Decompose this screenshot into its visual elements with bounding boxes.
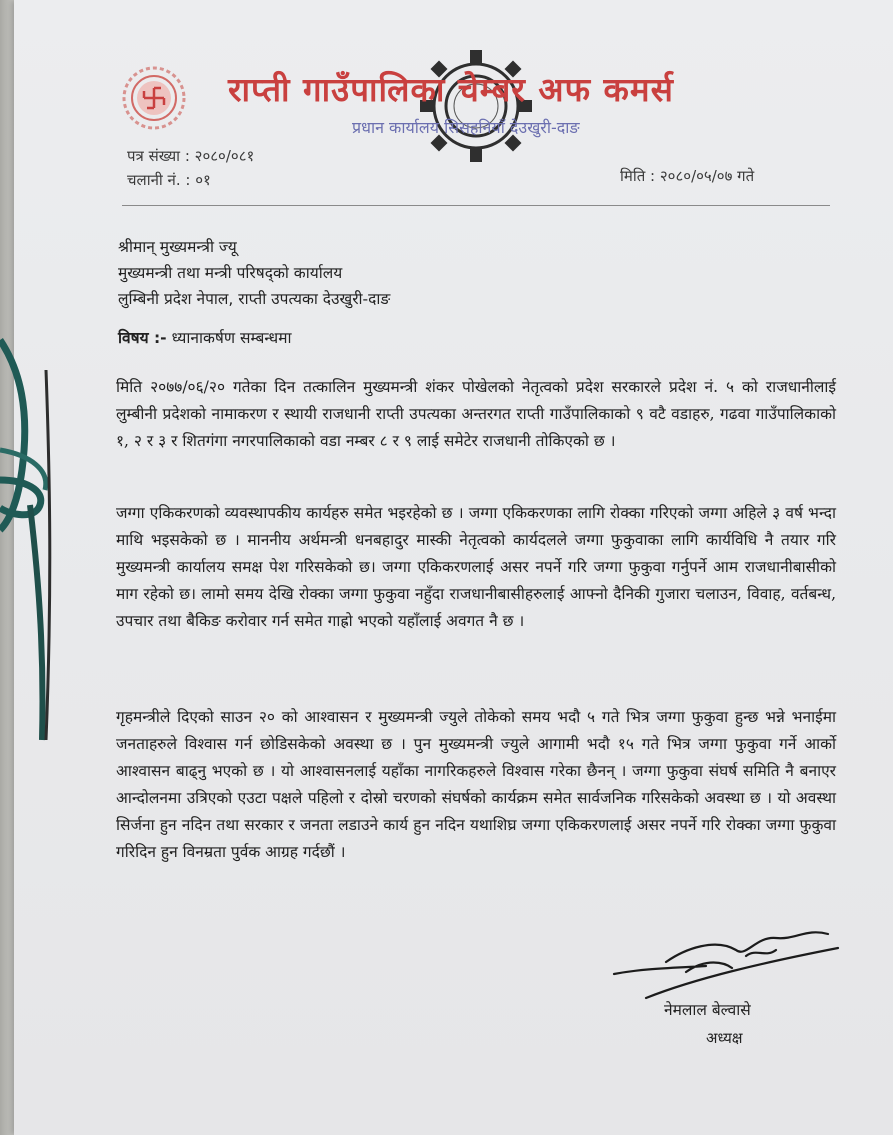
signatory-title: अध्यक्ष [706,1029,743,1047]
letterhead-title: राप्ती गाउँपालिका चेम्बर अफ कमर्स [228,70,674,109]
addressee-line-2: मुख्यमन्त्री तथा मन्त्री परिषद्को कार्यालय [118,264,343,282]
body-paragraph-1: मिति २०७७/०६/२० गतेका दिन तत्कालिन मुख्यमन्त्री शंकर पोखेलको नेतृत्वको प्रदेश सरकारले प्रदेश नं. ५ को राजधानीलाई लुम्बीनी प्रदेशको नामाकरण र स्थायी राजधानी राप्ती उपत्यका अन्तरगत राप्ती गाउँपालिकाको ९ वटै वडाहरु, गढवा गाउँपालिकाको १, २ र ३ र शितगंगा नगरपालिकाको वडा नम्बर ८ र ९ लाई समेटेर राजधानी तोकिएको छ । [116,378,836,450]
swastika-emblem-icon [120,64,188,132]
body-paragraph-2: जग्गा एकिकरणको व्यवस्थापकीय कार्यहरु समेत भइरहेको छ । जग्गा एकिकरणका लागि रोक्का गरिएको जग्गा अहिले ३ वर्ष भन्दा माथि भइसकेको छ । माननीय अर्थमन्त्री धनबहादुर मास्की नेतृत्वको कार्यदलले जग्गा फुकुवाका लागि कार्यविधि नै तयार गरि मुख्यमन्त्री कार्यालय समक्ष पेश गरिसकेको छ। जग्गा एकिकरणलाई असर नपर्ने गरि जग्गा फुकुवा गर्नुपर्ने आम राजधानीबासीको माग रहेको छ। लामो समय देखि रोक्का जग्गा फुकुवा नहुँदा राजधानीबासीहरुलाई आफ्नो दैनिकी गुजारा चलाउन, विवाह, वर्तबन्ध, उपचार तथा बैकिङ करोवार गर्न समेत गाह्रो भएको यहाँलाई अवगत नै छ । [116,504,836,630]
subject-line [118,326,292,348]
addressee-block [118,234,390,312]
header-divider [122,205,830,206]
reference-number: पत्र संख्या : २०८०/०८१ [127,147,255,165]
binding-string [0,330,60,750]
subject-text: ध्यानाकर्षण सम्बन्धमा [171,329,292,347]
addressee-line-1: श्रीमान् मुख्यमन्त्री ज्यू [118,238,237,256]
dispatch-number: चलानी नं. : ०१ [127,171,211,189]
subject-label: विषय :- [118,329,167,347]
addressee-line-3: लुम्बिनी प्रदेश नेपाल, राप्ती उपत्यका देउखुरी-दाङ [118,290,391,308]
letterhead-subtitle: प्रधान कार्यालय सिसहनियाँ देउखुरी-दाङ [352,118,580,137]
signatory-name: नेमलाल बेल्वासे [664,1001,751,1019]
letter-date: मिति : २०८०/०५/०७ गते [620,167,755,185]
body-paragraph-3: गृहमन्त्रीले दिएको साउन २० को आश्वासन र मुख्यमन्त्री ज्युले तोकेको समय भदौ ५ गते भित्र जग्गा फुकुवा हुन्छ भन्ने भनाईमा जनताहरुले विश्वास गर्न छोडिसकेको अवस्था छ । पुन मुख्यमन्त्री ज्युले आगामी भदौ १५ गते भित्र जग्गा फुकुवा गर्ने आर्को आश्वासन बाढ्नु भएको छ । यो आश्वासनलाई यहाँका नागरिकहरुले विश्वास गरेका छैनन् । जग्गा फुकुवा संघर्ष समिति नै बनाएर आन्दोलनमा उत्रिएको एउटा पक्षले पहिलो र दोस्रो चरणको संघर्षको कार्यक्रम समेत सार्वजनिक गरिसकेको अवस्था छ । यो अवस्था सिर्जना हुन नदिन तथा सरकार र जनता लडाउने कार्य हुन नदिन यथाशिघ्र जग्गा एकिकरणलाई असर नपर्ने गरि रोक्का जग्गा फुकुवा गरिदिन हुन विनम्रता पुर्वक आग्रह गर्दछौं । [116,708,836,861]
